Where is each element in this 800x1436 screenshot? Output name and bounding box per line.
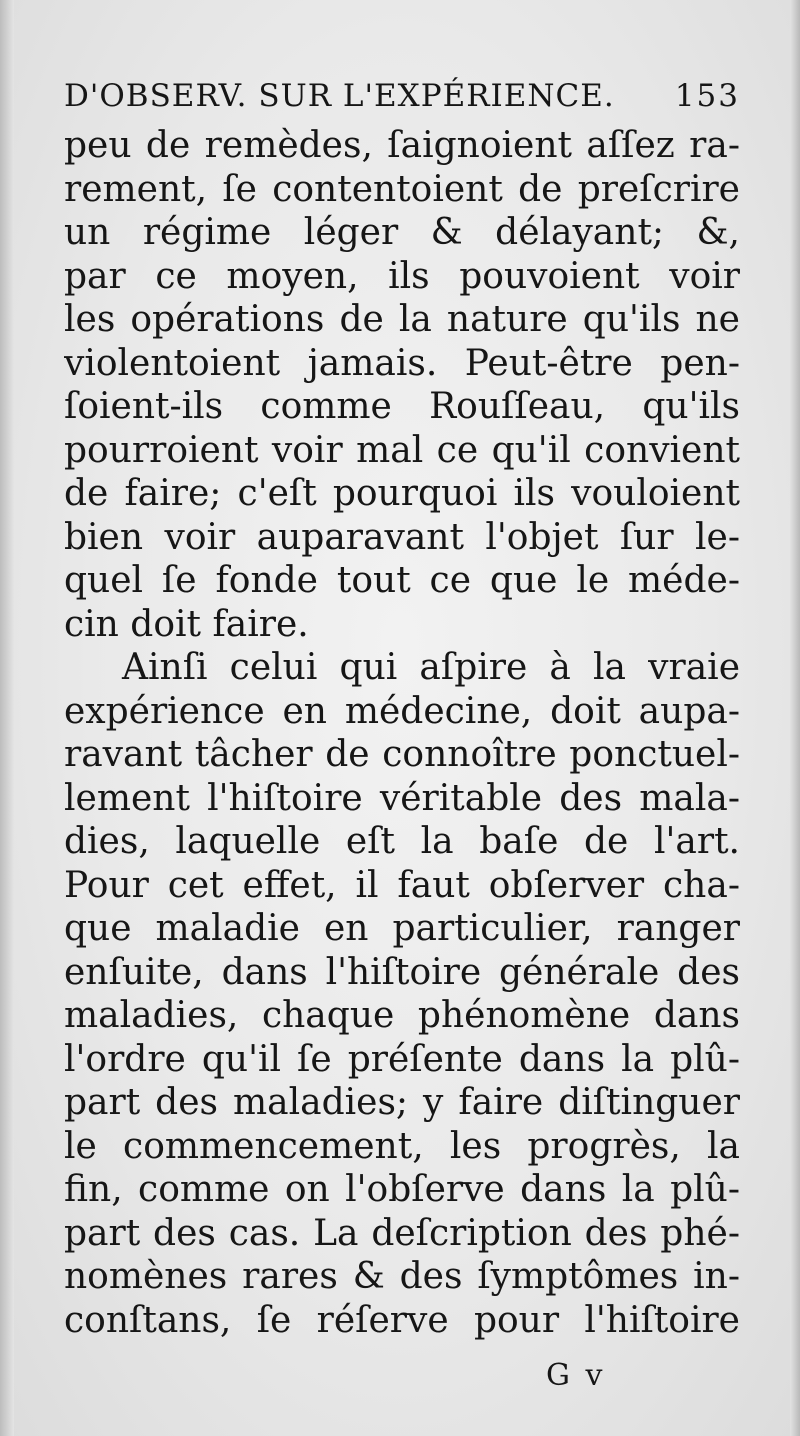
text-line: violentoient jamais. Peut-être pen- (64, 342, 740, 384)
page-number: 153 (674, 78, 740, 114)
text-line: ravant tâcher de connoître ponctuel- (64, 734, 740, 775)
text-line: fin, comme on l'obſerve dans la plû- (64, 1169, 740, 1210)
text-block (64, 78, 740, 1342)
text-line: nomènes rares & des ſymptômes in- (64, 1256, 740, 1297)
text-line: rement, ſe contentoient de preſcrire (64, 168, 740, 210)
text-line: expérience en médecine, doit aupa- (64, 690, 740, 732)
text-line: un régime léger & délayant; &, (64, 212, 740, 253)
running-head-title: D'OBSERV. SUR L'EXPÉRIENCE. (64, 78, 615, 114)
text-line: que maladie en particulier, ranger (64, 908, 740, 949)
paragraph-1 (64, 124, 740, 646)
text-line: quel ſe fonde tout ce que le méde- (64, 560, 740, 601)
text-line: part des cas. La deſcription des phé- (64, 1212, 740, 1254)
signature-mark: G v (546, 1358, 606, 1393)
text-line: maladies, chaque phénomène dans (64, 995, 740, 1036)
text-line: dies, laquelle eſt la baſe de l'art. (64, 821, 740, 862)
paragraph-2 (64, 646, 740, 1342)
text-line: bien voir auparavant l'objet ſur le- (64, 516, 740, 558)
text-line: Pour cet effet, il faut obſerver cha- (64, 864, 740, 906)
text-line: enſuite, dans l'hiſtoire générale des (64, 951, 740, 993)
text-line: peu de remèdes, ſaignoient aſſez ra- (64, 125, 740, 166)
running-head (64, 78, 740, 124)
text-line: l'ordre qu'il ſe préſente dans la plû- (64, 1038, 740, 1080)
text-line: cin doit faire. (64, 603, 309, 645)
text-line: par ce moyen, ils pouvoient voir (64, 255, 740, 297)
text-line: conſtans, ſe réſerve pour l'hiſtoire (64, 1299, 740, 1341)
text-line: de faire; c'eſt pourquoi ils vouloient (64, 473, 740, 514)
text-line: ſoient-ils comme Rouſſeau, qu'ils (64, 386, 740, 427)
text-line: pourroient voir mal ce qu'il convient (64, 429, 740, 471)
text-line: Ainſi celui qui aſpire à la vraie (122, 647, 740, 688)
text-line: part des maladies; y faire diſtinguer (64, 1082, 740, 1123)
text-line: les opérations de la nature qu'ils ne (64, 299, 740, 340)
text-line: lement l'hiſtoire véritable des mala- (64, 777, 740, 819)
text-line: le commencement, les progrès, la (64, 1125, 740, 1167)
page-edge-left (0, 0, 14, 1436)
page-edge-right (790, 0, 800, 1436)
